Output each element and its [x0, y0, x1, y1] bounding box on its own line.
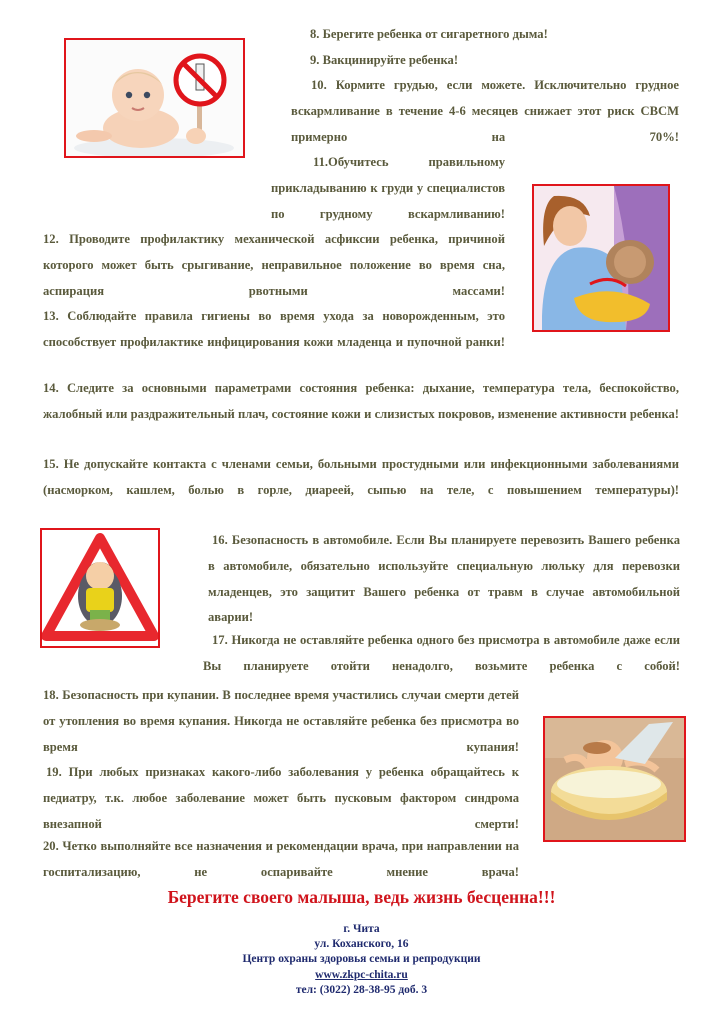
footer-phone: тел: (3022) 28-38-95 доб. 3	[295, 983, 428, 996]
footer-website-link[interactable]: www.zkpc-chita.ru	[315, 968, 408, 981]
footer-contacts	[0, 922, 723, 998]
baby-no-smoking-image	[64, 38, 245, 158]
tip-12-asphyxia: 12. Проводите профилактику механической асфиксии ребенка, причиной которого может быть срыгивание, неправильное положение во время сна, аспирация рвотными массами!	[43, 232, 505, 298]
tip-10-breastfeeding: 10. Кормите грудью, если можете. Исключительно грудное вскармливание в течение 4-6 месяцев снижает этот риск СВСМ примерно на 70%!	[291, 78, 679, 144]
breastfeeding-illustration	[534, 186, 668, 330]
tip-13-hygiene: 13. Соблюдайте правила гигиены во время ухода за новорожденным, это способствует профилактике инфицирования кожи младенца и пупочной ранки!	[43, 309, 505, 349]
slogan: Берегите своего малыша, ведь жизнь бесценна!!!	[167, 887, 556, 907]
tip-19-pediatrician: 19. При любых признаках какого-либо заболевания у ребенка обращайтесь к педиатру, т.к. любое заболевание может быть пусковым фактором синдрома внезапной смерти!	[43, 765, 519, 831]
car-seat-image	[40, 528, 160, 648]
bathing-baby-image	[543, 716, 686, 842]
tip-17-car-alone: 17. Никогда не оставляйте ребенка одного без присмотра в автомобиле даже если Вы планируете отойти ненадолго, возьмите ребенка с собой!	[203, 633, 680, 673]
footer-street: ул. Коханского, 16	[314, 938, 409, 951]
tip-20-doctor-orders: 20. Четко выполняйте все назначения и рекомендации врача, при направлении на госпитализацию, не оспаривайте мнение врача!	[43, 839, 519, 879]
tip-16-car-safety: 16. Безопасность в автомобиле. Если Вы планируете перевозить Вашего ребенка в автомобиле, обязательно используйте специальную люльку для перевозки младенцев, это защитит Вашего ребенка от травм в случае автомобильной аварии!	[208, 533, 680, 625]
tip-8-cigarette-smoke: 8. Берегите ребенка от сигаретного дыма!	[310, 27, 548, 41]
bathing-baby-illustration	[545, 718, 684, 840]
tip-11-latching: 11.Обучитесь правильному прикладыванию к груди у специалистов по грудному вскармливанию!	[271, 155, 505, 221]
footer-org: Центр охраны здоровья семьи и репродукции	[242, 953, 481, 966]
baby-no-smoking-illustration	[66, 40, 243, 156]
tip-15-sick-contacts: 15. Не допускайте контакта с членами семьи, больными простудными или инфекционными заболеваниями (насморком, кашлем, болью в горле, диареей, сыпью на теле, с повышением температуры)!	[43, 457, 679, 497]
tip-9-vaccination: 9. Вакцинируйте ребенка!	[310, 53, 459, 67]
car-seat-illustration	[42, 530, 158, 646]
tip-18-bathing: 18. Безопасность при купании. В последнее время участились случаи смерти детей от утопления во время купания. Никогда не оставляйте ребенка без присмотра во время купания!	[43, 688, 519, 754]
breastfeeding-image	[532, 184, 670, 332]
footer-city: г. Чита	[343, 923, 380, 935]
tip-14-monitoring: 14. Следите за основными параметрами состояния ребенка: дыхание, температура тела, беспокойство, жалобный или раздражительный плач, состояние кожи и слизистых покровов, изменение активности ребенка!	[43, 381, 679, 421]
